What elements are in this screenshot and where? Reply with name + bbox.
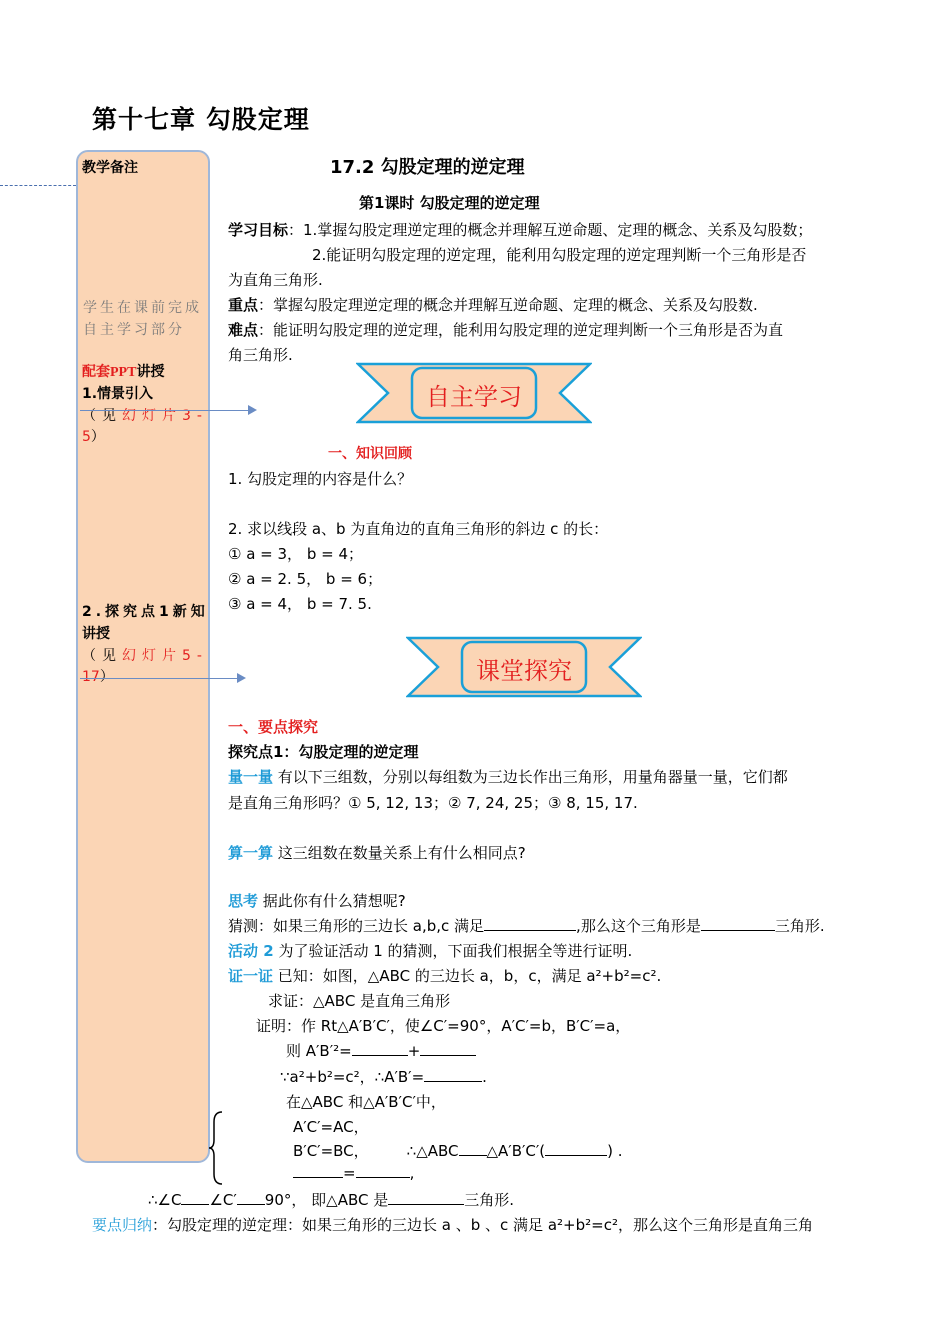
calc-line: 算一算 这三组数在数量关系上有什么相同点? (228, 844, 526, 862)
proof-condition-1: A′C′=AC， (293, 1118, 369, 1136)
proof-condition-3: = , (293, 1164, 414, 1182)
guess-blank-2 (701, 930, 775, 931)
self-study-banner-label: 自主学习 (426, 383, 522, 411)
think-line: 思考 据此你有什么猜想呢? (228, 892, 406, 910)
summary-line: 要点归纳：勾股定理的逆定理：如果三角形的三边长 a 、b 、c 满足 a²+b²=c²，那么这个三角形是直角三角 (92, 1216, 813, 1234)
guess-blank-1 (484, 930, 576, 931)
explore-point-title: 探究点1：勾股定理的逆定理 (228, 743, 419, 761)
lesson-title: 第1课时 勾股定理的逆定理 (359, 194, 540, 212)
prove-line: 证一证 已知：如图，△ABC 的三边长 a，b，c，满足 a²+b²=c². (228, 967, 662, 985)
section-title: 17.2 勾股定理的逆定理 (330, 157, 525, 178)
explore-heading: 一、要点探究 (228, 718, 319, 736)
proof-step-1: 则 A′B′²= + (286, 1040, 476, 1061)
arrow-head-2 (237, 673, 246, 683)
arrow-head-1 (248, 405, 257, 415)
proof-condition-2: B′C′=BC， ∴△ABC △A′B′C′( ) . (293, 1142, 623, 1160)
activity-line: 活动 2 为了验证活动 1 的猜测，下面我们根据全等进行证明. (228, 942, 633, 960)
objectives-line-1: 学习目标：1.掌握勾股定理逆定理的概念并理解互逆命题、定理的概念、关系及勾股数； (228, 221, 813, 239)
margin-divider (0, 185, 76, 186)
sidebar-item-2-title: 2.探究点1新知 (82, 604, 209, 620)
question-2-item-1: ① a = 3， b = 4； (228, 545, 363, 563)
difficult-point: 难点：能证明勾股定理的逆定理，能利用勾股定理的逆定理判断一个三角形是否为直 (228, 321, 784, 339)
measure-line-1: 量一量 有以下三组数，分别以每组数为三边长作出三角形，用量角器量一量，它们都 (228, 768, 788, 786)
brace-icon (208, 1110, 224, 1190)
question-2-item-3: ③ a = 4， b = 7. 5. (228, 595, 372, 613)
sidebar-ppt-line: 配套PPT讲授 (82, 364, 165, 380)
guess-line: 猜测：如果三角形的三边长 a,b,c 满足 ,那么这个三角形是 三角形. (228, 917, 825, 935)
objectives-line-2: 2.能证明勾股定理的逆定理，能利用勾股定理的逆定理判断一个三角形是否 (312, 246, 807, 264)
question-2: 2. 求以线段 a、b 为直角边的直角三角形的斜边 c 的长： (228, 520, 609, 538)
measure-line-2: 是直角三角形吗？① 5, 12, 13；② 7, 24, 25；③ 8, 15, 17. (228, 794, 638, 812)
sidebar-item-2-title-2: 讲授 (82, 626, 110, 642)
sidebar-item-2-ref-end: 17） (82, 669, 114, 685)
chapter-title: 第十七章 勾股定理 (92, 105, 310, 134)
sidebar-item-1-title: 1.情景引入 (82, 386, 154, 402)
question-1: 1. 勾股定理的内容是什么？ (228, 470, 413, 488)
proof-conclusion: ∴∠C ∠C′ 90°， 即△ABC 是 三角形. (148, 1191, 514, 1209)
proof-step-2: ∵a²+b²=c²，∴A′B′= . (280, 1068, 487, 1086)
arrow-line-1 (80, 410, 248, 411)
sidebar-item-2-ref: （见幻灯片5- (82, 648, 208, 664)
sidebar-item-1-ref-end: 5） (82, 429, 105, 445)
sidebar-item-1-ref: （见幻灯片3- (82, 408, 208, 424)
sidebar-note-1: 学生在课前完成 (83, 300, 202, 316)
proof-goal: 求证：△ABC 是直角三角形 (268, 992, 451, 1010)
arrow-line-2 (80, 678, 237, 679)
objectives-line-3: 为直角三角形. (228, 271, 323, 289)
class-explore-banner-label: 课堂探究 (476, 657, 572, 685)
difficult-point-cont: 角三角形. (228, 346, 293, 364)
review-heading: 一、知识回顾 (328, 446, 412, 462)
proof-step-3: 在△ABC 和△A′B′C′中， (286, 1093, 446, 1111)
sidebar-ppt-label: 配套PPT (82, 365, 137, 380)
proof-construction: 证明：作 Rt△A′B′C′，使∠C′=90°，A′C′=b，B′C′=a， (256, 1017, 631, 1035)
question-2-item-2: ② a = 2. 5， b = 6； (228, 570, 383, 588)
sidebar-header: 教学备注 (82, 160, 138, 176)
sidebar-note-2: 自主学习部分 (83, 322, 185, 338)
key-point: 重点：掌握勾股定理逆定理的概念并理解互逆命题、定理的概念、关系及勾股数. (228, 296, 758, 314)
